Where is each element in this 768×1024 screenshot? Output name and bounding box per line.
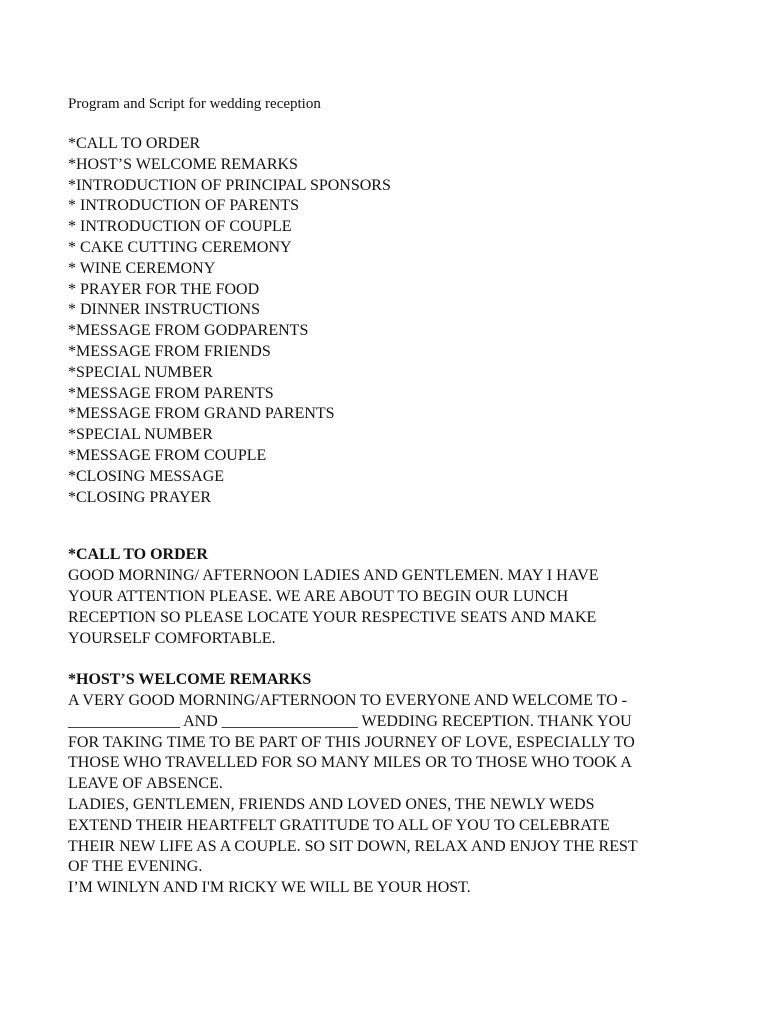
- text-line: YOURSELF COMFORTABLE.: [68, 629, 276, 647]
- program-item: *SPECIAL NUMBER: [68, 426, 213, 444]
- program-item: * INTRODUCTION OF PARENTS: [68, 197, 299, 215]
- program-item: *MESSAGE FROM GRAND PARENTS: [68, 405, 335, 423]
- program-item: *SPECIAL NUMBER: [68, 363, 213, 381]
- text-line: YOUR ATTENTION PLEASE. WE ARE ABOUT TO BEGIN OUR LUNCH: [68, 587, 569, 605]
- call-to-order-section: [68, 545, 718, 649]
- program-item: *MESSAGE FROM PARENTS: [68, 384, 274, 402]
- program-item: *CALL TO ORDER: [68, 135, 201, 152]
- text-line: A VERY GOOD MORNING/AFTERNOON TO EVERYONE AND WELCOME TO -: [68, 691, 627, 709]
- document-title: Program and Script for wedding reception: [68, 96, 321, 112]
- program-item: *HOST’S WELCOME REMARKS: [68, 155, 298, 173]
- program-item: *INTRODUCTION OF PRINCIPAL SPONSORS: [68, 176, 391, 194]
- text-line: OF THE EVENING.: [68, 858, 203, 876]
- program-item: * PRAYER FOR THE FOOD: [68, 280, 260, 298]
- program-item: *CLOSING MESSAGE: [68, 467, 225, 485]
- program-item: *CLOSING PRAYER: [68, 488, 211, 506]
- text-line: EXTEND THEIR HEARTFELT GRATITUDE TO ALL OF YOU TO CELEBRATE: [68, 816, 610, 834]
- program-item: * DINNER INSTRUCTIONS: [68, 301, 260, 319]
- welcome-remarks-section: [68, 670, 718, 899]
- text-line: FOR TAKING TIME TO BE PART OF THIS JOURNEY OF LOVE, ESPECIALLY TO: [68, 733, 635, 751]
- program-item: *MESSAGE FROM GODPARENTS: [68, 322, 309, 340]
- call-to-order-text: [68, 566, 718, 649]
- welcome-remarks-text: [68, 691, 718, 899]
- program-item: * INTRODUCTION OF COUPLE: [68, 218, 292, 236]
- text-line: THEIR NEW LIFE AS A COUPLE. SO SIT DOWN, RELAX AND ENJOY THE REST: [68, 837, 638, 855]
- text-line: GOOD MORNING/ AFTERNOON LADIES AND GENTLEMEN. MAY I HAVE: [68, 567, 599, 585]
- text-line: LADIES, GENTLEMEN, FRIENDS AND LOVED ONES, THE NEWLY WEDS: [68, 795, 595, 813]
- welcome-remarks-heading: *HOST’S WELCOME REMARKS: [68, 671, 312, 689]
- text-line: THOSE WHO TRAVELLED FOR SO MANY MILES OR TO THOSE WHO TOOK A: [68, 754, 632, 772]
- program-list: [68, 134, 718, 508]
- text-line: LEAVE OF ABSENCE.: [68, 775, 223, 793]
- program-item: *MESSAGE FROM FRIENDS: [68, 342, 271, 360]
- program-item: * WINE CEREMONY: [68, 259, 216, 277]
- text-line: ______________ AND _________________ WEDDING RECEPTION. THANK YOU: [68, 712, 632, 730]
- program-item: * CAKE CUTTING CEREMONY: [68, 238, 292, 256]
- text-line: RECEPTION SO PLEASE LOCATE YOUR RESPECTIVE SEATS AND MAKE: [68, 608, 597, 626]
- call-to-order-heading: *CALL TO ORDER: [68, 546, 208, 564]
- program-item: *MESSAGE FROM COUPLE: [68, 446, 267, 464]
- text-line: I’M WINLYN AND I'M RICKY WE WILL BE YOUR HOST.: [68, 879, 471, 897]
- document-page: [68, 94, 718, 899]
